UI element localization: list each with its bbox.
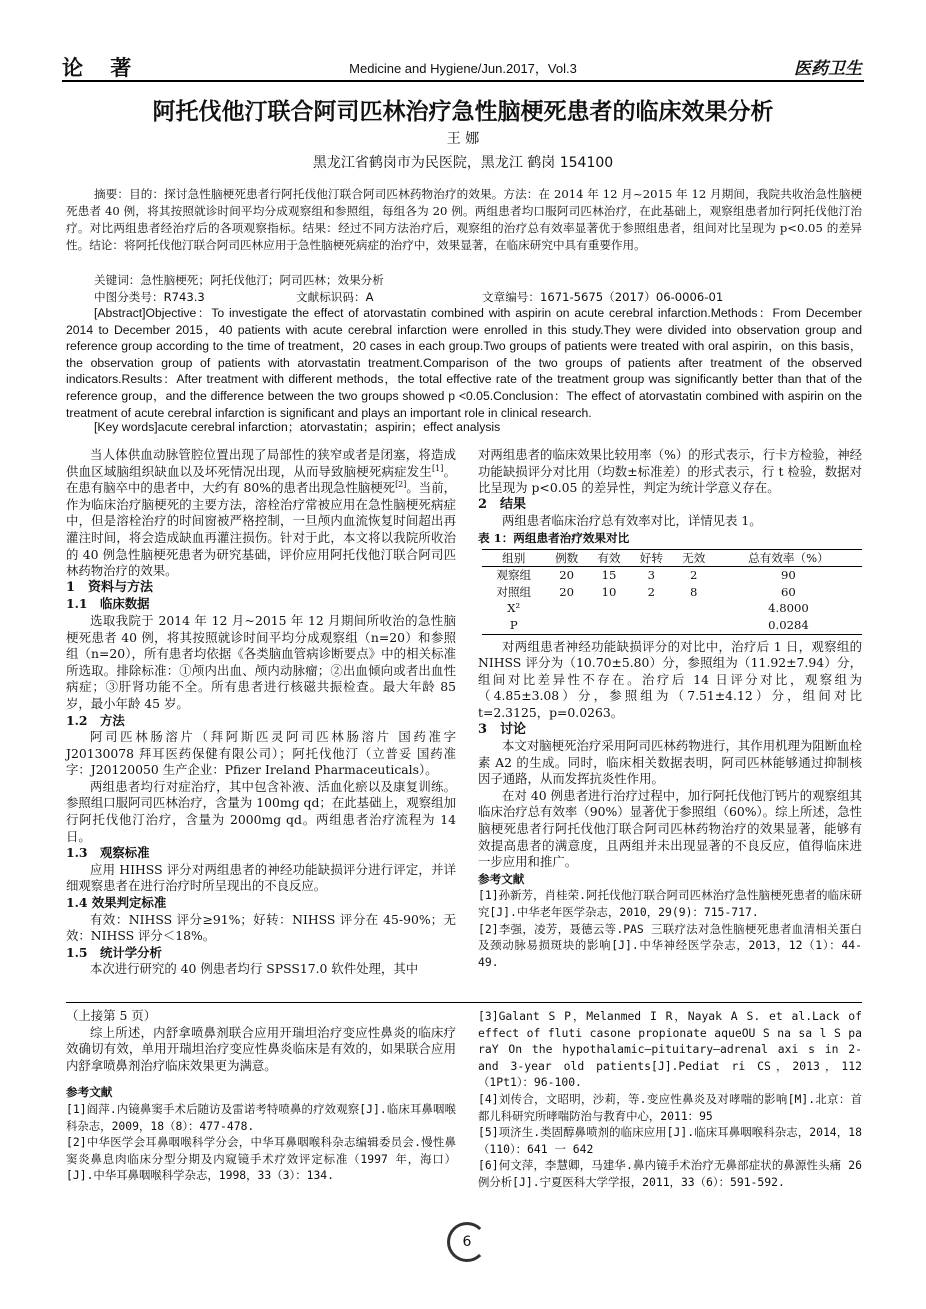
- table-row: [482, 617, 862, 634]
- continuation-rule: [66, 1002, 862, 1003]
- abstract-zh-text: 摘要：目的：探讨急性脑梗死患者行阿托伐他汀联合阿司匹林药物治疗的效果。方法：在 2014 年 12 月~2015 年 12 月期间，我院共收治急性脑梗死患者 40 例，将其按照就诊时间平均分成观察组和参照组，每组各为 20 例。两组患者均口服阿司匹林治疗，在此基础上，观察组患者加行阿托伐他汀治疗。对比两组患者经治疗后的各项观察指标。结果：经过不同方法治疗后，观察组的治疗总有效率显著优于参照组患者，组间对比呈现为 p<0.05 的差异性。结论：将阿托伐他汀联合阿司匹林应用于急性脑梗死病症的治疗中，效果显著，在临床研究中具有重要作用。: [66, 187, 863, 252]
- abstract-en: [66, 305, 862, 421]
- para-1-1: 选取我院于 2014 年 12 月~2015 年 12 月期间所收治的急性脑梗死患者 40 例，将其按照就诊时间平均分成观察组（n=20）和参照组（n=20），所有患者均依据《各类脑血管病诊断要点》中的相关标准所选取。排除标准：①颅内出血、颅内动脉瘤；②出血倾向或者出血性病症；③肝肾功能不全。所有患者进行核磁共振检查。最大年龄 85 岁，最小年龄 45 岁。: [66, 612, 456, 711]
- article-title: 阿托伐他汀联合阿司匹林治疗急性脑梗死患者的临床效果分析: [152, 99, 774, 125]
- abstract-en-text: [Abstract]Objective：To investigate the effect of atorvastatin combined with aspirin on acute cerebral infarction.Methods：From December 2014 to December 2015，40 patients with acute cerebral infarction were enrolled in this study.They were divided into observation group and reference group according to the time of treatment，20 cases in each group.Two groups of patients were treated with oral aspirin，on this basis，the observation group of patients with atorvastatin treatment.Comparison of the two groups of patients after treatment of the observed indicators.Results：After treatment with different methods，the total effective rate of the treatment group was significantly better than that of the reference group，and the difference between the two groups showed p <0.05.Conclusion：The effect of atorvastatin combined with aspirin on the treatment of acute cerebral infarction is significant and plays an important role in clinical research.: [66, 306, 862, 420]
- table-header-cell: 好转: [639, 550, 663, 565]
- table-cell: [546, 617, 588, 634]
- table-header-cell: 组别: [502, 550, 526, 565]
- reference-item: [6]何文萍，李慧卿，马建华.鼻内镜手术治疗无鼻部症状的鼻源性头痛 26 例分析[J].宁夏医科大学学报，2011，33（6）：591-592.: [478, 1158, 862, 1189]
- page-number: 6: [447, 1222, 487, 1262]
- reference-item: [2]李强，凌芳，聂德云等.PAS 三联疗法对急性脑梗死患者血清相关蛋白及颈动脉易损斑块的影响[J].中华神经医学杂志，2013，12（1）：44-49.: [478, 921, 862, 969]
- reference-item: [1]孙新芳，肖桂荣.阿托伐他汀联合阿司匹林治疗急性脑梗死患者的临床研究[J].中华老年医学杂志，2010，29(9)：715-717.: [478, 888, 862, 920]
- continuation-paragraph: 综上所述，内舒拿喷鼻剂联合应用开瑞坦治疗变应性鼻炎的临床疗效确切有效，单用开瑞坦治疗变应性鼻炎临床是有效的，如果联合应用内舒拿喷鼻剂治疗临床效果更为满意。: [66, 1024, 456, 1073]
- table-row: [482, 584, 862, 601]
- heading-1: 1 资料与方法: [66, 579, 154, 595]
- table-cell: 90: [781, 568, 796, 583]
- table-cell: 观察组: [496, 568, 532, 583]
- table-header-cell: 有效: [597, 550, 621, 565]
- table-header-row: [482, 549, 862, 567]
- para-1-2a: 阿司匹林肠溶片（拜阿斯匹灵阿司匹林肠溶片 国药准字 J20130078 拜耳医药保健有限公司）；阿托伐他汀（立普妥 国药准字：J20120050 生产企业：Pfizer Ireland Pharmaceuticals）。: [66, 729, 456, 778]
- journal-brand: 医药卫生: [794, 59, 862, 79]
- table-cell: 对照组: [496, 584, 532, 599]
- table-header-cell: 无效: [682, 550, 706, 565]
- right-column: [478, 447, 862, 970]
- table-cell: [588, 617, 630, 634]
- table-cell: P: [509, 617, 518, 632]
- para-1-4: 有效：NIHSS 评分≥91%；好转：NIHSS 评分在 45-90%；无效：NIHSS 评分＜18%。: [66, 911, 456, 944]
- affiliation: 黑龙江省鹤岗市为民医院，黑龙江 鹤岗 154100: [312, 155, 614, 171]
- table-cell: 15: [601, 568, 617, 583]
- table-row: [482, 600, 862, 617]
- continuation-label: （上接第 5 页）: [66, 1008, 157, 1023]
- para-3a: 本文对脑梗死治疗采用阿司匹林药物进行，其作用机理为阻断血栓素 A2 的生成。同时，临床相关数据表明，阿司匹林能够通过抑制核因子通路，从而发挥抗炎性作用。: [478, 738, 862, 787]
- table-caption: 表 1：两组患者治疗效果对比: [478, 530, 630, 545]
- table-cell: 20: [559, 584, 575, 599]
- table-cell: 8: [690, 584, 698, 599]
- heading-2: 2 结果: [478, 496, 527, 512]
- heading-1-3: 1.3 观察标准: [66, 845, 150, 861]
- para-1-2b: 两组患者均行对症治疗，其中包含补液、活血化瘀以及康复训练。参照组口服阿司匹林治疗，含量为 100mg qd；在此基础上，观察组加行阿托伐他汀治疗，含量为 2000mg qd。两组患者治疗流程为 14 日。: [66, 778, 456, 844]
- journal-info: Medicine and Hygiene/Jun.2017，Vol.3: [349, 61, 577, 76]
- keywords-en: [66, 419, 862, 436]
- reference-item: [4]刘传合，文昭明，沙莉，等.变应性鼻炎及对哮喘的影响[M].北京：首都儿科研究所哮喘防治与教育中心，2011：95: [478, 1091, 862, 1123]
- references-title: 参考文献: [478, 871, 525, 886]
- table-cell: 2: [647, 584, 656, 599]
- abstract-zh: [66, 186, 862, 254]
- intro-text-b: 。在患有脑卒中的患者中，大约有 80%的患者出现急性脑梗死: [66, 463, 457, 496]
- intro-text-a: 当人体供血动脉管腔位置出现了局部性的狭窄或者是闭塞，将造成供血区域脑组织缺血以及坏死情况出现，从而导致脑梗死病症发生: [66, 447, 456, 479]
- table-header-cell: 总有效率（%）: [748, 550, 829, 565]
- table-cell: 4.8000: [768, 601, 809, 616]
- heading-1-5: 1.5 统计学分析: [66, 944, 162, 960]
- intro-text-c: 。当前，作为临床治疗脑梗死的主要方法，溶栓治疗常被应用在急性脑梗死病症中，但是溶栓治疗的时间窗被严格控制，一旦颅内血流恢复时间超出再灌注时间，将会造成缺血再灌注损伤。针对于此，本文将以我院所收治的 40 例急性脑梗死患者为研究基础，评价应用阿托伐他汀联合阿司匹林药物治疗的效果。: [66, 480, 456, 579]
- para-stat: 对两组患者的临床效果比较用率（%）的形式表示，行卡方检验，神经功能缺损评分对比用（均数±标准差）的形式表示，行 t 检验，数据对比呈现为 p<0.05 的差异性，判定为统计学意义存在。: [478, 447, 862, 496]
- para-1-3: 应用 HIHSS 评分对两组患者的神经功能缺损评分进行评定，并详细观察患者在进行治疗时所呈现出的不良反应。: [66, 861, 456, 894]
- heading-3: 3 讨论: [478, 721, 527, 737]
- continuation-left: [66, 1008, 456, 1184]
- table-cell: 20: [559, 568, 575, 583]
- results-table: [482, 549, 862, 635]
- keywords-en-text: [Key words]acute cerebral infarction；atorvastatin；aspirin；effect analysis: [94, 420, 501, 434]
- header-rule: [62, 80, 864, 82]
- intro-paragraph: [66, 447, 456, 580]
- reference-item: [3]Galant S P，Melanmed I R，Nayak A S. et al.Lack of effect of fluti casone propionate aqueOU S na sa l S pa raY On the hypothalamic—pituitary—adrenal axi s in 2- and 3-year old patients[J].Pediat ri CS，2013，112（1Pt1）：96-100.: [478, 1009, 862, 1090]
- left-column: [66, 447, 456, 978]
- citation-1: [1]: [432, 463, 444, 473]
- heading-1-2: 1.2 方法: [66, 712, 125, 728]
- table-cell: 60: [781, 584, 796, 599]
- table-cell: [673, 600, 715, 617]
- keywords-zh-text: 关键词：急性脑梗死；阿托伐他汀；阿司匹林；效果分析: [94, 273, 384, 287]
- table-cell: [546, 600, 588, 617]
- table-cell: [588, 600, 630, 617]
- keywords-zh: [66, 272, 862, 289]
- heading-1-1: 1.1 临床数据: [66, 596, 150, 612]
- table-cell: [630, 600, 672, 617]
- section-label: 论 著: [62, 55, 142, 80]
- article-number: 文章编号：1671-5675（2017）06-0006-01: [482, 290, 724, 304]
- para-1-5: 本次进行研究的 40 例患者均行 SPSS17.0 软件处理，其中: [90, 961, 419, 977]
- table-cell: 10: [601, 584, 617, 599]
- continuation-references-title: 参考文献: [66, 1085, 113, 1100]
- doc-code: 文献标识码：A: [296, 290, 374, 304]
- citation-2: [2]: [395, 480, 407, 490]
- table-cell: 2: [690, 568, 698, 583]
- table-cell: 3: [647, 568, 656, 583]
- table-cell: [630, 617, 672, 634]
- table-cell: [673, 617, 715, 634]
- para-2: 两组患者临床治疗总有效率对比，详情见表 1。: [502, 513, 762, 529]
- table-row: [482, 567, 862, 584]
- reference-item: [1]阎萍.内镜鼻窦手术后随访及雷诺考特喷鼻的疗效观察[J].临床耳鼻咽喉科杂志，2009，18（8）：477-478.: [66, 1101, 456, 1133]
- table-header-cell: 例数: [555, 550, 579, 565]
- author: 王 娜: [446, 131, 480, 147]
- para-2b: 对两组患者神经功能缺损评分的对比中，治疗后 1 日，观察组的 NIHSS 评分为（10.70±5.80）分，参照组为（11.92±7.94）分，组间对比差异性不存在。治疗后 14 日评分对比，观察组为（4.85±3.08）分，参照组为（7.51±4.12）分，组间对比 t=2.3125，p=0.0263。: [478, 638, 862, 720]
- continuation-right: [478, 1008, 862, 1191]
- heading-1-4: 1.4 效果判定标准: [66, 895, 167, 911]
- clc-number: 中图分类号：R743.3: [94, 290, 205, 304]
- table-cell: X²: [507, 601, 521, 616]
- para-3b: 在对 40 例患者进行治疗过程中，加行阿托伐他汀钙片的观察组其临床治疗总有效率（90%）显著优于参照组（60%）。综上所述，急性脑梗死患者行阿托伐他汀联合阿司匹林药物治疗的效果显著，能够有效提高患者的满意度，且两组并未出现显著的不良反应，值得临床进一步应用和推广。: [478, 787, 862, 870]
- reference-item: [5]项济生.类固醇鼻喷剂的临床应用[J].临床耳鼻咽喉科杂志，2014，18（110）：641 一 642: [478, 1125, 862, 1156]
- table-cell: 0.0284: [768, 617, 809, 632]
- reference-item: [2]中华医学会耳鼻咽喉科学分会，中华耳鼻咽喉科杂志编辑委员会.慢性鼻窦炎鼻息肉临床分型分期及内窥镜手术疗效评定标准（1997 年，海口）[J].中华耳鼻咽喉科学杂志，1998，33（3）：134.: [66, 1135, 456, 1183]
